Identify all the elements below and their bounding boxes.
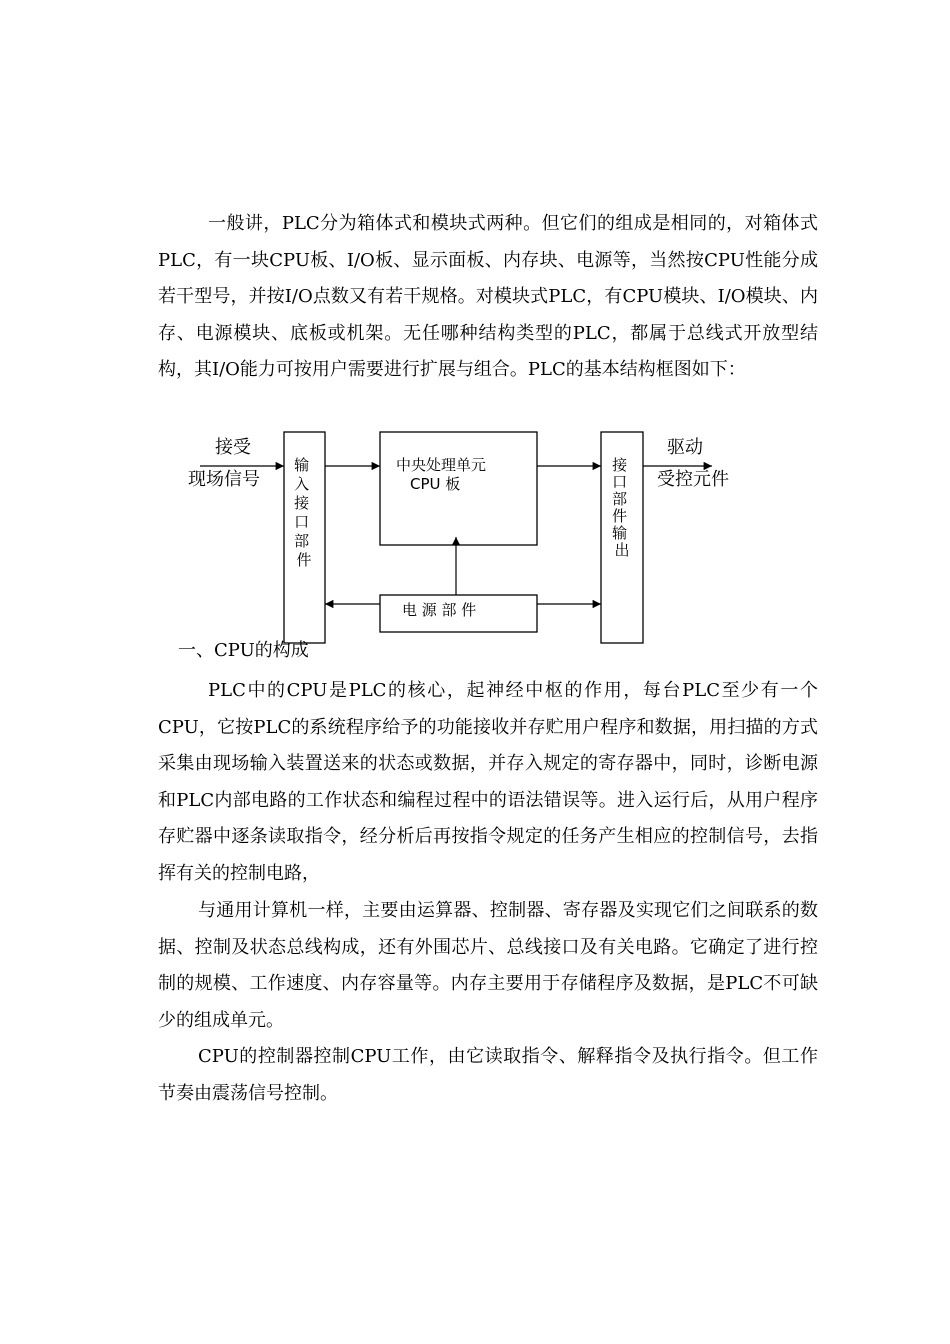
power-supply-label: 电 源 部 件 [402, 601, 477, 619]
cpu-label-line1: 中央处理单元 [396, 456, 487, 474]
cpu-label-line2: CPU 板 [410, 475, 461, 493]
cpu-box [380, 432, 537, 545]
section-heading: 一、CPU的构成 [178, 640, 309, 661]
power-supply-box [380, 595, 537, 632]
input-module-char: 入 [294, 475, 310, 493]
cpu-controller-paragraph: CPU的控制器控制CPU工作，由它读取指令、解释指令及执行指令。但工作节奏由震荡信号控制。 [158, 1046, 818, 1104]
input-module-char: 口 [294, 513, 310, 531]
output-module-char: 接 [612, 456, 628, 474]
output-module-box [601, 432, 643, 643]
input-label-line1: 接受 [215, 437, 251, 458]
output-module-char: 输 [612, 524, 628, 542]
input-module-box [284, 432, 325, 643]
output-module-label [612, 456, 632, 559]
output-label-line1: 驱动 [667, 437, 703, 458]
input-module-char: 部 [294, 532, 310, 550]
output-module-char: 件 [612, 507, 628, 525]
output-module-char: 出 [614, 541, 630, 559]
cpu-paragraph: PLC中的CPU是PLC的核心，起神经中枢的作用，每台PLC至少有一个CPU，它按PLC的系统程序给予的功能接收并存贮用户程序和数据，用扫描的方式采集由现场输入装置送来的状态或数据，并存入规定的寄存器中，同时，诊断电源和PLC内部电路的工作状态和编程过程中的语法错误等。进入运行后，从用户程序存贮器中逐条读取指令，经分析后再按指令规定的任务产生相应的控制信号，去指挥有关的控制电路， [158, 680, 818, 884]
input-module-char: 接 [294, 494, 310, 512]
output-label-line2: 受控元件 [657, 469, 729, 490]
input-module-char: 输 [294, 456, 310, 474]
output-module-char: 口 [612, 473, 628, 491]
intro-paragraph: 一般讲，PLC分为箱体式和模块式两种。但它们的组成是相同的，对箱体式PLC，有一块CPU板、I/O板、显示面板、内存块、电源等，当然按CPU性能分成若干型号，并按I/O点数又有若干规格。对模块式PLC，有CPU模块、I/O模块、内存、电源模块、底板或机架。无任哪种结构类型的PLC，都属于总线式开放型结构，其I/O能力可按用户需要进行扩展与组合。PLC的基本结构框图如下： [158, 213, 818, 380]
input-label-line2: 现场信号 [188, 469, 260, 490]
input-module-label [294, 456, 314, 569]
output-module-char: 部 [612, 490, 628, 508]
input-module-char: 件 [296, 551, 312, 569]
cpu-composition-paragraph: 与通用计算机一样，主要由运算器、控制器、寄存器及实现它们之间联系的数据、控制及状态总线构成，还有外围芯片、总线接口及有关电路。它确定了进行控制的规模、工作速度、内存容量等。内存主要用于存储程序及数据，是PLC不可缺少的组成单元。 [158, 900, 818, 1031]
